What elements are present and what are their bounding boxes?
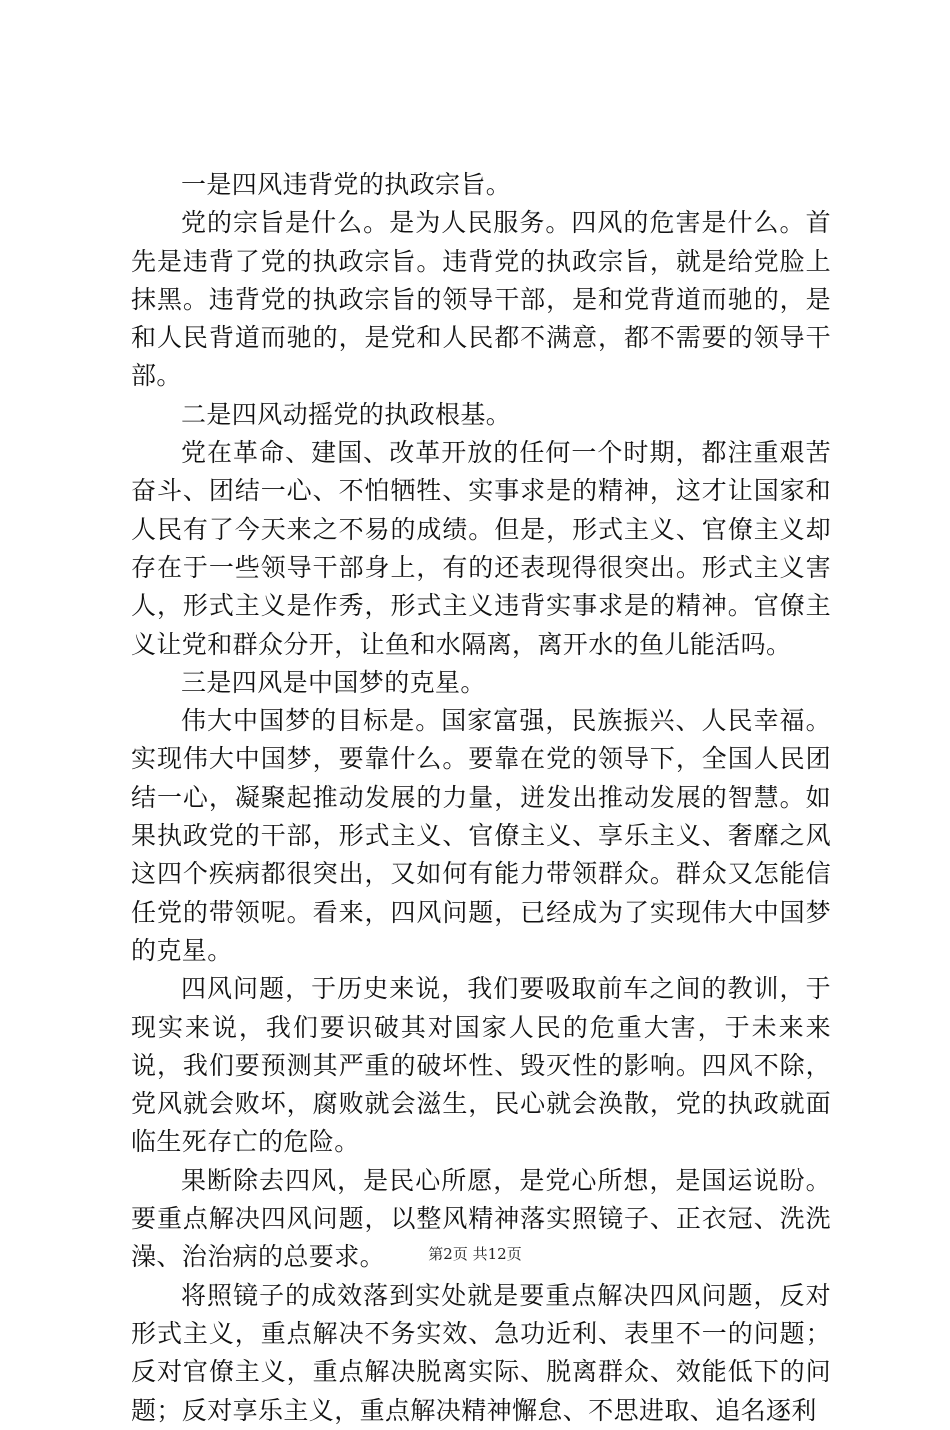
document-body xyxy=(131,166,831,1430)
body-paragraph-1: 党的宗旨是什么。是为人民服务。四风的危害是什么。首先是违背了党的执政宗旨。违背党的执政宗旨，就是给党脸上抹黑。违背党的执政宗旨的领导干部，是和党背道而驰的，是和人民背道而驰的，是党和人民都不满意，都不需要的领导干部。 xyxy=(131,208,831,391)
heading-paragraph-2: 二是四风动摇党的执政根基。 xyxy=(181,399,512,429)
page-footer: 第2页 共12页 xyxy=(428,1245,522,1263)
heading-paragraph-3: 三是四风是中国梦的克星。 xyxy=(181,667,486,697)
body-paragraph-3: 伟大中国梦的目标是。国家富强，民族振兴、人民幸福。实现伟大中国梦，要靠什么。要靠在党的领导下，全国人民团结一心，凝聚起推动发展的力量，迸发出推动发展的智慧。如果执政党的干部，形式主义、官僚主义、享乐主义、奢靡之风这四个疾病都很突出，又如何有能力带领群众。群众又怎能信任党的带领呢。看来，四风问题，已经成为了实现伟大中国梦的克星。 xyxy=(131,706,831,965)
heading-paragraph-1: 一是四风违背党的执政宗旨。 xyxy=(181,170,512,199)
body-paragraph-2: 党在革命、建国、改革开放的任何一个时期，都注重艰苦奋斗、团结一心、不怕牺牲、实事求是的精神，这才让国家和人民有了今天来之不易的成绩。但是，形式主义、官僚主义却存在于一些领导干部身上，有的还表现得很突出。形式主义害人，形式主义是作秀，形式主义违背实事求是的精神。官僚主义让党和群众分开，让鱼和水隔离，离开水的鱼儿能活吗。 xyxy=(131,438,831,659)
body-paragraph-4: 四风问题，于历史来说，我们要吸取前车之间的教训，于现实来说，我们要识破其对国家人民的危重大害，于未来来说，我们要预测其严重的破坏性、毁灭性的影响。四风不除，党风就会败坏，腐败就会滋生，民心就会涣散，党的执政就面临生死存亡的危险。 xyxy=(131,974,831,1157)
body-paragraph-5: 果断除去四风，是民心所愿，是党心所想，是国运说盼。要重点解决四风问题，以整风精神落实照镜子、正衣冠、洗洗澡、治治病的总要求。 xyxy=(131,1165,831,1272)
body-paragraph-6: 将照镜子的成效落到实处就是要重点解决四风问题，反对形式主义，重点解决不务实效、急功近利、表里不一的问题；反对官僚主义，重点解决脱离实际、脱离群众、效能低下的问题；反对享乐主义，重点解决精神懈怠、不思进取、追名逐利 xyxy=(131,1280,831,1425)
